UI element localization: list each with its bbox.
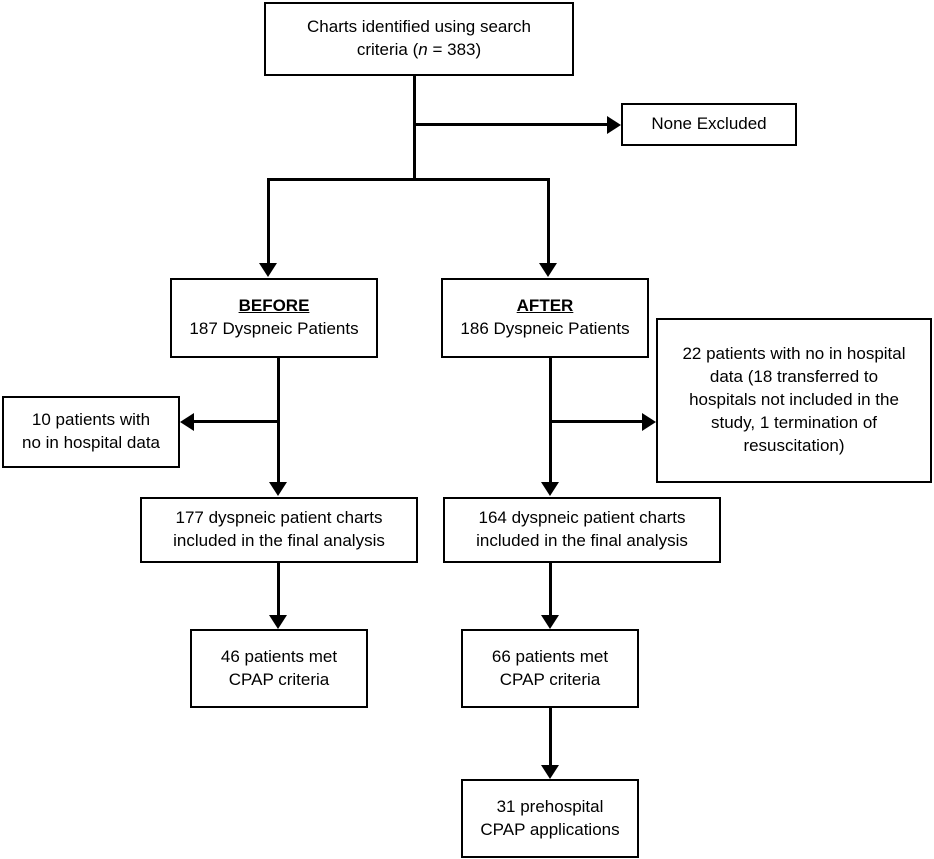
node-none-excluded-label: None Excluded xyxy=(651,114,767,134)
node-before-criteria xyxy=(190,629,368,708)
connector-before-drop xyxy=(267,178,270,263)
connector-after-drop xyxy=(547,178,550,263)
node-charts-identified-n: n xyxy=(418,40,428,59)
node-after-excluded-line2: data (18 transferred to xyxy=(709,367,879,387)
connector-after-included-arrowhead xyxy=(541,482,559,496)
node-after-included-line1: 164 dyspneic patient charts xyxy=(478,508,686,528)
node-none-excluded xyxy=(621,103,797,146)
node-prehospital-applications xyxy=(461,779,639,858)
node-after-line2: 186 Dyspneic Patients xyxy=(460,319,630,338)
connector-before-criteria-arrowhead xyxy=(269,615,287,629)
node-before-criteria-line2: CPAP criteria xyxy=(228,669,330,689)
node-after-excluded xyxy=(656,318,932,483)
node-charts-identified xyxy=(264,2,574,76)
node-prehospital-applications-line1: 31 prehospital xyxy=(496,796,604,816)
connector-none-excluded-arrowhead xyxy=(607,116,621,134)
connector-after-excluded-arrowhead xyxy=(642,413,656,431)
connector-identified-trunk xyxy=(413,76,416,180)
node-before-excluded-line1: 10 patients with xyxy=(31,410,151,430)
connector-applications-arrowhead xyxy=(541,765,559,779)
connector-before-included-arrowhead xyxy=(269,482,287,496)
connector-before-included-to-criteria xyxy=(277,563,280,615)
node-after-criteria-line1: 66 patients met xyxy=(491,646,609,666)
node-after-excluded-line4: study, 1 termination of xyxy=(711,412,877,432)
node-before-header: BEFORE xyxy=(238,296,310,316)
node-before-included-line1: 177 dyspneic patient charts xyxy=(175,508,383,528)
node-after-criteria xyxy=(461,629,639,708)
node-before-excluded-line2: no in hospital data xyxy=(22,433,160,452)
connector-after-included-to-criteria xyxy=(549,563,552,615)
node-after xyxy=(441,278,649,358)
node-before-included xyxy=(140,497,418,563)
node-after-criteria-line2: CPAP criteria xyxy=(499,669,601,689)
connector-before-excluded-line xyxy=(194,420,279,423)
connector-after-criteria-arrowhead xyxy=(541,615,559,629)
node-charts-identified-line1: Charts identified using search xyxy=(307,17,531,37)
connector-split-bar xyxy=(267,178,550,181)
node-charts-identified-line2-post: = 383) xyxy=(427,40,482,59)
node-before-included-line2: included in the final analysis xyxy=(173,531,385,550)
node-before-excluded xyxy=(2,396,180,468)
connector-before-arrowhead xyxy=(259,263,277,277)
connector-after-criteria-to-applications xyxy=(549,708,552,765)
connector-after-arrowhead xyxy=(539,263,557,277)
node-charts-identified-line2-pre: criteria ( xyxy=(356,40,419,59)
node-after-included xyxy=(443,497,721,563)
node-after-excluded-line5: resuscitation) xyxy=(743,435,845,455)
node-after-excluded-line3: hospitals not included in the xyxy=(689,390,899,410)
node-before xyxy=(170,278,378,358)
node-before-line2: 187 Dyspneic Patients xyxy=(189,319,359,338)
node-after-header: AFTER xyxy=(516,296,574,316)
connector-after-excluded-line xyxy=(549,420,642,423)
node-before-criteria-line1: 46 patients met xyxy=(220,646,338,666)
node-prehospital-applications-line2: CPAP applications xyxy=(480,819,620,839)
connector-none-excluded-line xyxy=(413,123,607,126)
node-after-excluded-line1: 22 patients with no in hospital xyxy=(682,344,906,364)
connector-before-excluded-arrowhead xyxy=(180,413,194,431)
node-after-included-line2: included in the final analysis xyxy=(476,531,688,550)
